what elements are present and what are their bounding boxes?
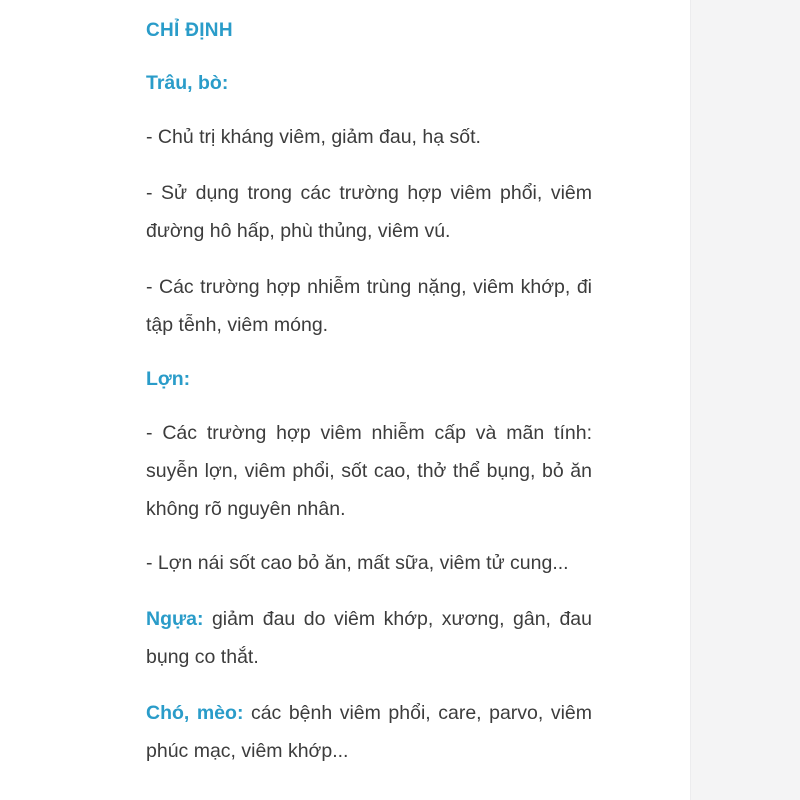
page-right-margin [690, 0, 800, 800]
subheading-trau-bo: Trâu, bò: [146, 72, 229, 94]
paragraph-cho-meo [146, 694, 592, 770]
paragraph-lon-2: - Lợn nái sốt cao bỏ ăn, mất sữa, viêm tử cung... [146, 552, 569, 574]
label-cho-meo: Chó, mèo: [146, 702, 244, 724]
paragraph-trau-bo-2: - Sử dụng trong các trường hợp viêm phổi, viêm đường hô hấp, phù thủng, viêm vú. [146, 182, 592, 242]
document-content [146, 14, 592, 770]
text-cho-meo: các bệnh viêm phổi, care, parvo, viêm phúc mạc, viêm khớp... [146, 702, 592, 762]
subheading-lon: Lợn: [146, 368, 191, 390]
paragraph-trau-bo-1: - Chủ trị kháng viêm, giảm đau, hạ sốt. [146, 126, 481, 148]
section-title: CHỈ ĐỊNH [146, 20, 233, 41]
paragraph-lon-1: - Các trường hợp viêm nhiễm cấp và mãn tính: suyễn lợn, viêm phổi, sốt cao, thở thể bụng, bỏ ăn không rõ nguyên nhân. [146, 422, 592, 520]
paragraph-ngua [146, 600, 592, 676]
label-ngua: Ngựa: [146, 608, 204, 630]
paragraph-trau-bo-3: - Các trường hợp nhiễm trùng nặng, viêm khớp, đi tập tễnh, viêm móng. [146, 276, 592, 336]
text-ngua: giảm đau do viêm khớp, xương, gân, đau bụng co thắt. [146, 608, 592, 668]
